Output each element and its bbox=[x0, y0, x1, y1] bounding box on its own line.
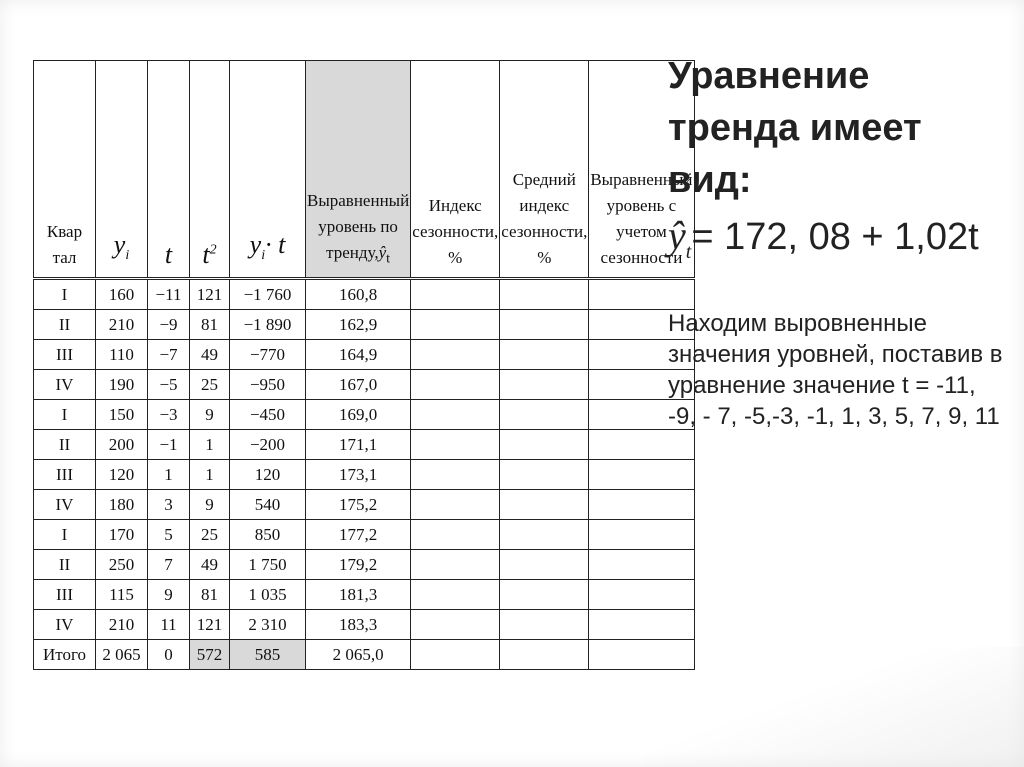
table-row bbox=[34, 550, 695, 580]
yt-cell: −450 bbox=[230, 400, 306, 430]
adjusted-level-cell bbox=[589, 460, 694, 490]
table-row bbox=[34, 430, 695, 460]
t-squared-cell: 121 bbox=[190, 279, 230, 310]
avg-seasonal-index-cell bbox=[500, 460, 589, 490]
y-cell: 200 bbox=[96, 430, 148, 460]
quarter-cell: III bbox=[34, 460, 96, 490]
adjusted-level-cell bbox=[589, 550, 694, 580]
header-quarter: Квар тал bbox=[34, 61, 96, 279]
explanation-panel bbox=[668, 50, 1008, 432]
y-cell: 180 bbox=[96, 490, 148, 520]
t-cell: 3 bbox=[148, 490, 190, 520]
total-yt: 585 bbox=[230, 640, 306, 670]
yt-cell: −200 bbox=[230, 430, 306, 460]
t-squared-cell: 25 bbox=[190, 370, 230, 400]
table-header-row bbox=[34, 61, 695, 279]
total-seasonal-index bbox=[411, 640, 500, 670]
seasonal-index-cell bbox=[411, 580, 500, 610]
seasonal-index-cell bbox=[411, 550, 500, 580]
quarter-cell: IV bbox=[34, 610, 96, 640]
t-squared-cell: 9 bbox=[190, 400, 230, 430]
header-seasonal-index: Индекс сезонности, % bbox=[411, 61, 500, 279]
total-t: 0 bbox=[148, 640, 190, 670]
t-squared-cell: 1 bbox=[190, 460, 230, 490]
t-squared-cell: 25 bbox=[190, 520, 230, 550]
t-cell: −3 bbox=[148, 400, 190, 430]
seasonal-index-cell bbox=[411, 340, 500, 370]
y-cell: 170 bbox=[96, 520, 148, 550]
table-row bbox=[34, 610, 695, 640]
trend-cell: 160,8 bbox=[306, 279, 411, 310]
trend-cell: 169,0 bbox=[306, 400, 411, 430]
trend-table bbox=[33, 60, 695, 670]
table-row bbox=[34, 310, 695, 340]
y-cell: 250 bbox=[96, 550, 148, 580]
table-row bbox=[34, 370, 695, 400]
seasonal-index-cell bbox=[411, 400, 500, 430]
avg-seasonal-index-cell bbox=[500, 520, 589, 550]
yt-cell: −1 760 bbox=[230, 279, 306, 310]
t-cell: −5 bbox=[148, 370, 190, 400]
avg-seasonal-index-cell bbox=[500, 490, 589, 520]
avg-seasonal-index-cell bbox=[500, 430, 589, 460]
trend-cell: 164,9 bbox=[306, 340, 411, 370]
trend-equation bbox=[668, 212, 1008, 276]
avg-seasonal-index-cell bbox=[500, 370, 589, 400]
trend-cell: 173,1 bbox=[306, 460, 411, 490]
t-squared-cell: 1 bbox=[190, 430, 230, 460]
quarter-cell: I bbox=[34, 279, 96, 310]
y-cell: 120 bbox=[96, 460, 148, 490]
avg-seasonal-index-cell bbox=[500, 580, 589, 610]
t-squared-cell: 49 bbox=[190, 340, 230, 370]
header-adjusted-level: Выравненный уровень с учетом сезонности bbox=[589, 61, 694, 279]
quarter-cell: II bbox=[34, 310, 96, 340]
seasonal-index-cell bbox=[411, 490, 500, 520]
y-cell: 210 bbox=[96, 610, 148, 640]
header-avg-seasonal-index: Средний индекс сезонности, % bbox=[500, 61, 589, 279]
y-cell: 110 bbox=[96, 340, 148, 370]
trend-cell: 183,3 bbox=[306, 610, 411, 640]
equation-yhat: $ŷ_t$ bbox=[668, 213, 692, 263]
seasonal-index-cell bbox=[411, 520, 500, 550]
t-cell: 7 bbox=[148, 550, 190, 580]
yt-cell: 120 bbox=[230, 460, 306, 490]
quarter-cell: IV bbox=[34, 370, 96, 400]
trend-cell: 175,2 bbox=[306, 490, 411, 520]
t-squared-cell: 121 bbox=[190, 610, 230, 640]
adjusted-level-cell bbox=[589, 430, 694, 460]
avg-seasonal-index-cell bbox=[500, 550, 589, 580]
slide-corner-shade bbox=[644, 647, 1024, 767]
yt-cell: 1 035 bbox=[230, 580, 306, 610]
y-cell: 160 bbox=[96, 279, 148, 310]
total-label: Итого bbox=[34, 640, 96, 670]
seasonal-index-cell bbox=[411, 279, 500, 310]
avg-seasonal-index-cell bbox=[500, 400, 589, 430]
trend-cell: 162,9 bbox=[306, 310, 411, 340]
adjusted-level-cell bbox=[589, 610, 694, 640]
quarter-cell: I bbox=[34, 400, 96, 430]
t-cell: −1 bbox=[148, 430, 190, 460]
table-row bbox=[34, 340, 695, 370]
y-cell: 210 bbox=[96, 310, 148, 340]
header-yi-times-t: $y_i\cdot t$ bbox=[230, 61, 306, 279]
seasonal-index-cell bbox=[411, 310, 500, 340]
quarter-cell: III bbox=[34, 340, 96, 370]
seasonal-index-cell bbox=[411, 610, 500, 640]
t-squared-cell: 81 bbox=[190, 310, 230, 340]
table-row bbox=[34, 490, 695, 520]
total-trend: 2 065,0 bbox=[306, 640, 411, 670]
seasonal-index-cell bbox=[411, 460, 500, 490]
header-yi: $y_i$ bbox=[96, 61, 148, 279]
t-squared-cell: 81 bbox=[190, 580, 230, 610]
t-cell: −11 bbox=[148, 279, 190, 310]
t-squared-cell: 49 bbox=[190, 550, 230, 580]
header-t: t bbox=[148, 61, 190, 279]
adjusted-level-cell bbox=[589, 490, 694, 520]
t-cell: 5 bbox=[148, 520, 190, 550]
quarter-cell: II bbox=[34, 430, 96, 460]
y-cell: 150 bbox=[96, 400, 148, 430]
yt-cell: 540 bbox=[230, 490, 306, 520]
header-trend-level: Выравненный уровень по $тренду,ŷ_t$ bbox=[306, 61, 411, 279]
t-cell: 1 bbox=[148, 460, 190, 490]
quarter-cell: II bbox=[34, 550, 96, 580]
table-row bbox=[34, 580, 695, 610]
yt-cell: −770 bbox=[230, 340, 306, 370]
yt-cell: −1 890 bbox=[230, 310, 306, 340]
yt-cell: −950 bbox=[230, 370, 306, 400]
quarter-cell: IV bbox=[34, 490, 96, 520]
table-body bbox=[34, 279, 695, 640]
y-cell: 190 bbox=[96, 370, 148, 400]
t-cell: 11 bbox=[148, 610, 190, 640]
trend-cell: 179,2 bbox=[306, 550, 411, 580]
header-t-squared: $t^2$ bbox=[190, 61, 230, 279]
table-row bbox=[34, 520, 695, 550]
table-total-row bbox=[34, 640, 695, 670]
total-y: 2 065 bbox=[96, 640, 148, 670]
y-cell: 115 bbox=[96, 580, 148, 610]
seasonal-index-cell bbox=[411, 370, 500, 400]
quarter-cell: I bbox=[34, 520, 96, 550]
avg-seasonal-index-cell bbox=[500, 610, 589, 640]
trend-cell: 171,1 bbox=[306, 430, 411, 460]
quarter-cell: III bbox=[34, 580, 96, 610]
table-row bbox=[34, 460, 695, 490]
equation-rhs: = 172, 08 + 1,02t bbox=[691, 216, 979, 258]
trend-cell: 167,0 bbox=[306, 370, 411, 400]
adjusted-level-cell bbox=[589, 580, 694, 610]
seasonal-index-cell bbox=[411, 430, 500, 460]
avg-seasonal-index-cell bbox=[500, 279, 589, 310]
table-row bbox=[34, 400, 695, 430]
t-cell: −9 bbox=[148, 310, 190, 340]
total-avg-seasonal-index bbox=[500, 640, 589, 670]
t-squared-cell: 9 bbox=[190, 490, 230, 520]
avg-seasonal-index-cell bbox=[500, 340, 589, 370]
t-cell: −7 bbox=[148, 340, 190, 370]
yt-cell: 850 bbox=[230, 520, 306, 550]
avg-seasonal-index-cell bbox=[500, 310, 589, 340]
table-row bbox=[34, 279, 695, 310]
t-cell: 9 bbox=[148, 580, 190, 610]
trend-cell: 181,3 bbox=[306, 580, 411, 610]
slide-title: Уравнение тренда имеет вид: bbox=[668, 55, 922, 201]
total-adjusted-level bbox=[589, 640, 694, 670]
total-t-squared: 572 bbox=[190, 640, 230, 670]
trend-cell: 177,2 bbox=[306, 520, 411, 550]
yt-cell: 1 750 bbox=[230, 550, 306, 580]
explanation-text: Находим выровненные значения уровней, поставив в уравнение значение t = -11, -9, - 7, -5,-3, -1, 1, 3, 5, 7, 9, 11 bbox=[668, 310, 1003, 430]
adjusted-level-cell bbox=[589, 520, 694, 550]
yt-cell: 2 310 bbox=[230, 610, 306, 640]
